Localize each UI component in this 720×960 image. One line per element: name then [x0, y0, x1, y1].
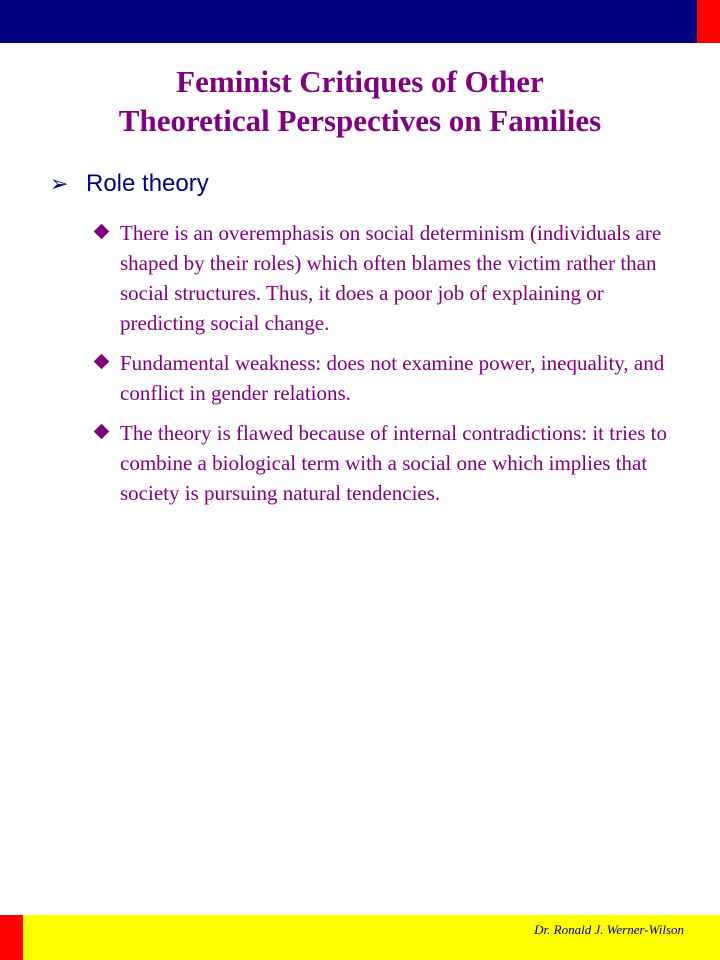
bottom-accent-block [0, 915, 23, 960]
diamond-bullet-icon [94, 224, 110, 240]
bullet-text: The theory is flawed because of internal contradictions: it tries to combine a biological term with a social one which implies that society is pursuing natural tendencies. [120, 421, 667, 505]
bullet-list [95, 218, 680, 518]
bullet-item [95, 418, 680, 508]
title-line-2: Theoretical Perspectives on Families [118, 103, 602, 138]
section-label: Role theory [86, 170, 209, 197]
section-heading [50, 170, 209, 198]
bullet-item [95, 218, 680, 338]
bullet-text: There is an overemphasis on social determinism (individuals are shaped by their roles) which often blames the victim rather than social structures. Thus, it does a poor job of explaining or predicting social change. [120, 221, 662, 335]
bullet-item [95, 348, 680, 408]
diamond-bullet-icon [94, 424, 110, 440]
top-bar [0, 0, 697, 43]
top-accent-block [697, 0, 720, 43]
bullet-text: Fundamental weakness: does not examine power, inequality, and conflict in gender relations. [120, 351, 665, 405]
footer-author: Dr. Ronald J. Werner-Wilson [534, 922, 684, 937]
title-line-1: Feminist Critiques of Other [176, 64, 544, 99]
diamond-bullet-icon [94, 354, 110, 370]
slide-title [20, 62, 700, 140]
arrow-bullet-icon: ➢ [50, 171, 69, 197]
